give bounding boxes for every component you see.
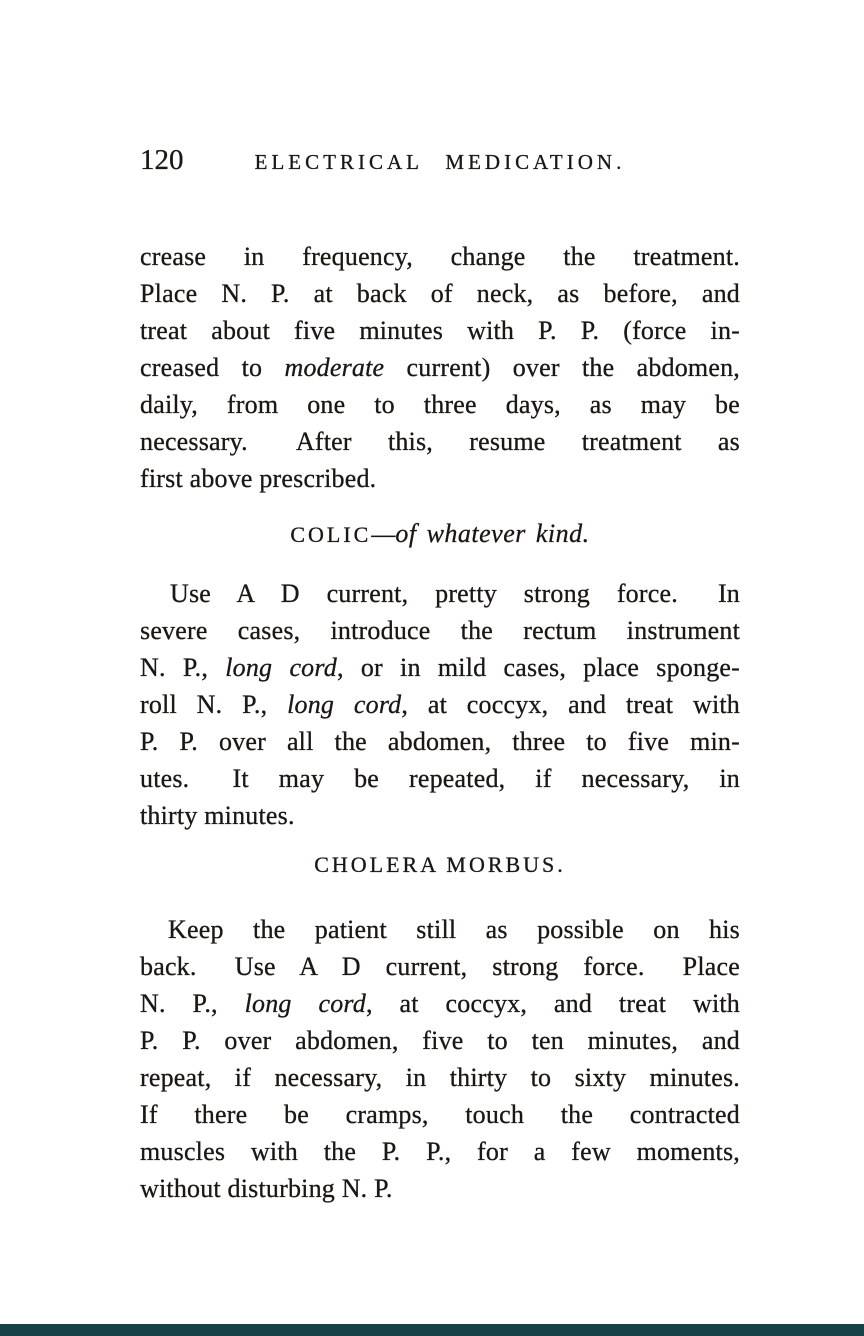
text-line: first above prescribed.	[140, 464, 377, 493]
text-line: treat about five minutes with P. P. (force in-	[140, 316, 740, 345]
paragraph	[140, 575, 740, 834]
page-body	[140, 0, 740, 1336]
text-line: crease in frequency, change the treatment.	[140, 242, 740, 271]
text-line: Place N. P. at back of neck, as before, and	[140, 279, 740, 308]
section-heading	[140, 519, 740, 553]
running-title: ELECTRICAL MEDICATION.	[254, 150, 626, 174]
text-line: without disturbing N. P.	[140, 1174, 393, 1203]
text-line: P. P. over abdomen, five to ten minutes, and	[140, 1026, 740, 1055]
heading-segment: —	[371, 522, 396, 548]
text-line: repeat, if necessary, in thirty to sixty minutes.	[140, 1063, 740, 1092]
page-number: 120	[140, 144, 184, 176]
text-line: thirty minutes.	[140, 801, 295, 830]
text-line: necessary. After this, resume treatment as	[140, 427, 740, 456]
text-line: If there be cramps, touch the contracted	[140, 1100, 740, 1129]
scan-edge-bar	[0, 1324, 864, 1336]
text-line: utes. It may be repeated, if necessary, in	[140, 764, 740, 793]
text-line: daily, from one to three days, as may be	[140, 390, 740, 419]
text-line: Use A D current, pretty strong force. In	[170, 579, 740, 608]
heading-segment: CHOLERA MORBUS.	[314, 852, 566, 877]
text-line: P. P. over all the abdomen, three to five min-	[140, 727, 740, 756]
text-line: N. P., long cord, or in mild cases, place sponge-	[140, 653, 741, 682]
section-heading	[140, 850, 740, 883]
text-line: back. Use A D current, strong force. Place	[140, 952, 740, 981]
paragraph	[140, 911, 740, 1207]
text-line: Keep the patient still as possible on his	[168, 915, 740, 944]
paragraph	[140, 238, 740, 497]
heading-segment: COLIC	[290, 522, 372, 547]
text-line: severe cases, introduce the rectum instrument	[140, 616, 740, 645]
text-line: roll N. P., long cord, at coccyx, and treat with	[140, 690, 740, 719]
heading-segment: of whatever kind.	[395, 519, 590, 548]
text-line: creased to moderate current) over the abdomen,	[140, 353, 740, 382]
text-line: muscles with the P. P., for a few moments,	[140, 1137, 740, 1166]
text-line: N. P., long cord, at coccyx, and treat with	[140, 989, 741, 1018]
